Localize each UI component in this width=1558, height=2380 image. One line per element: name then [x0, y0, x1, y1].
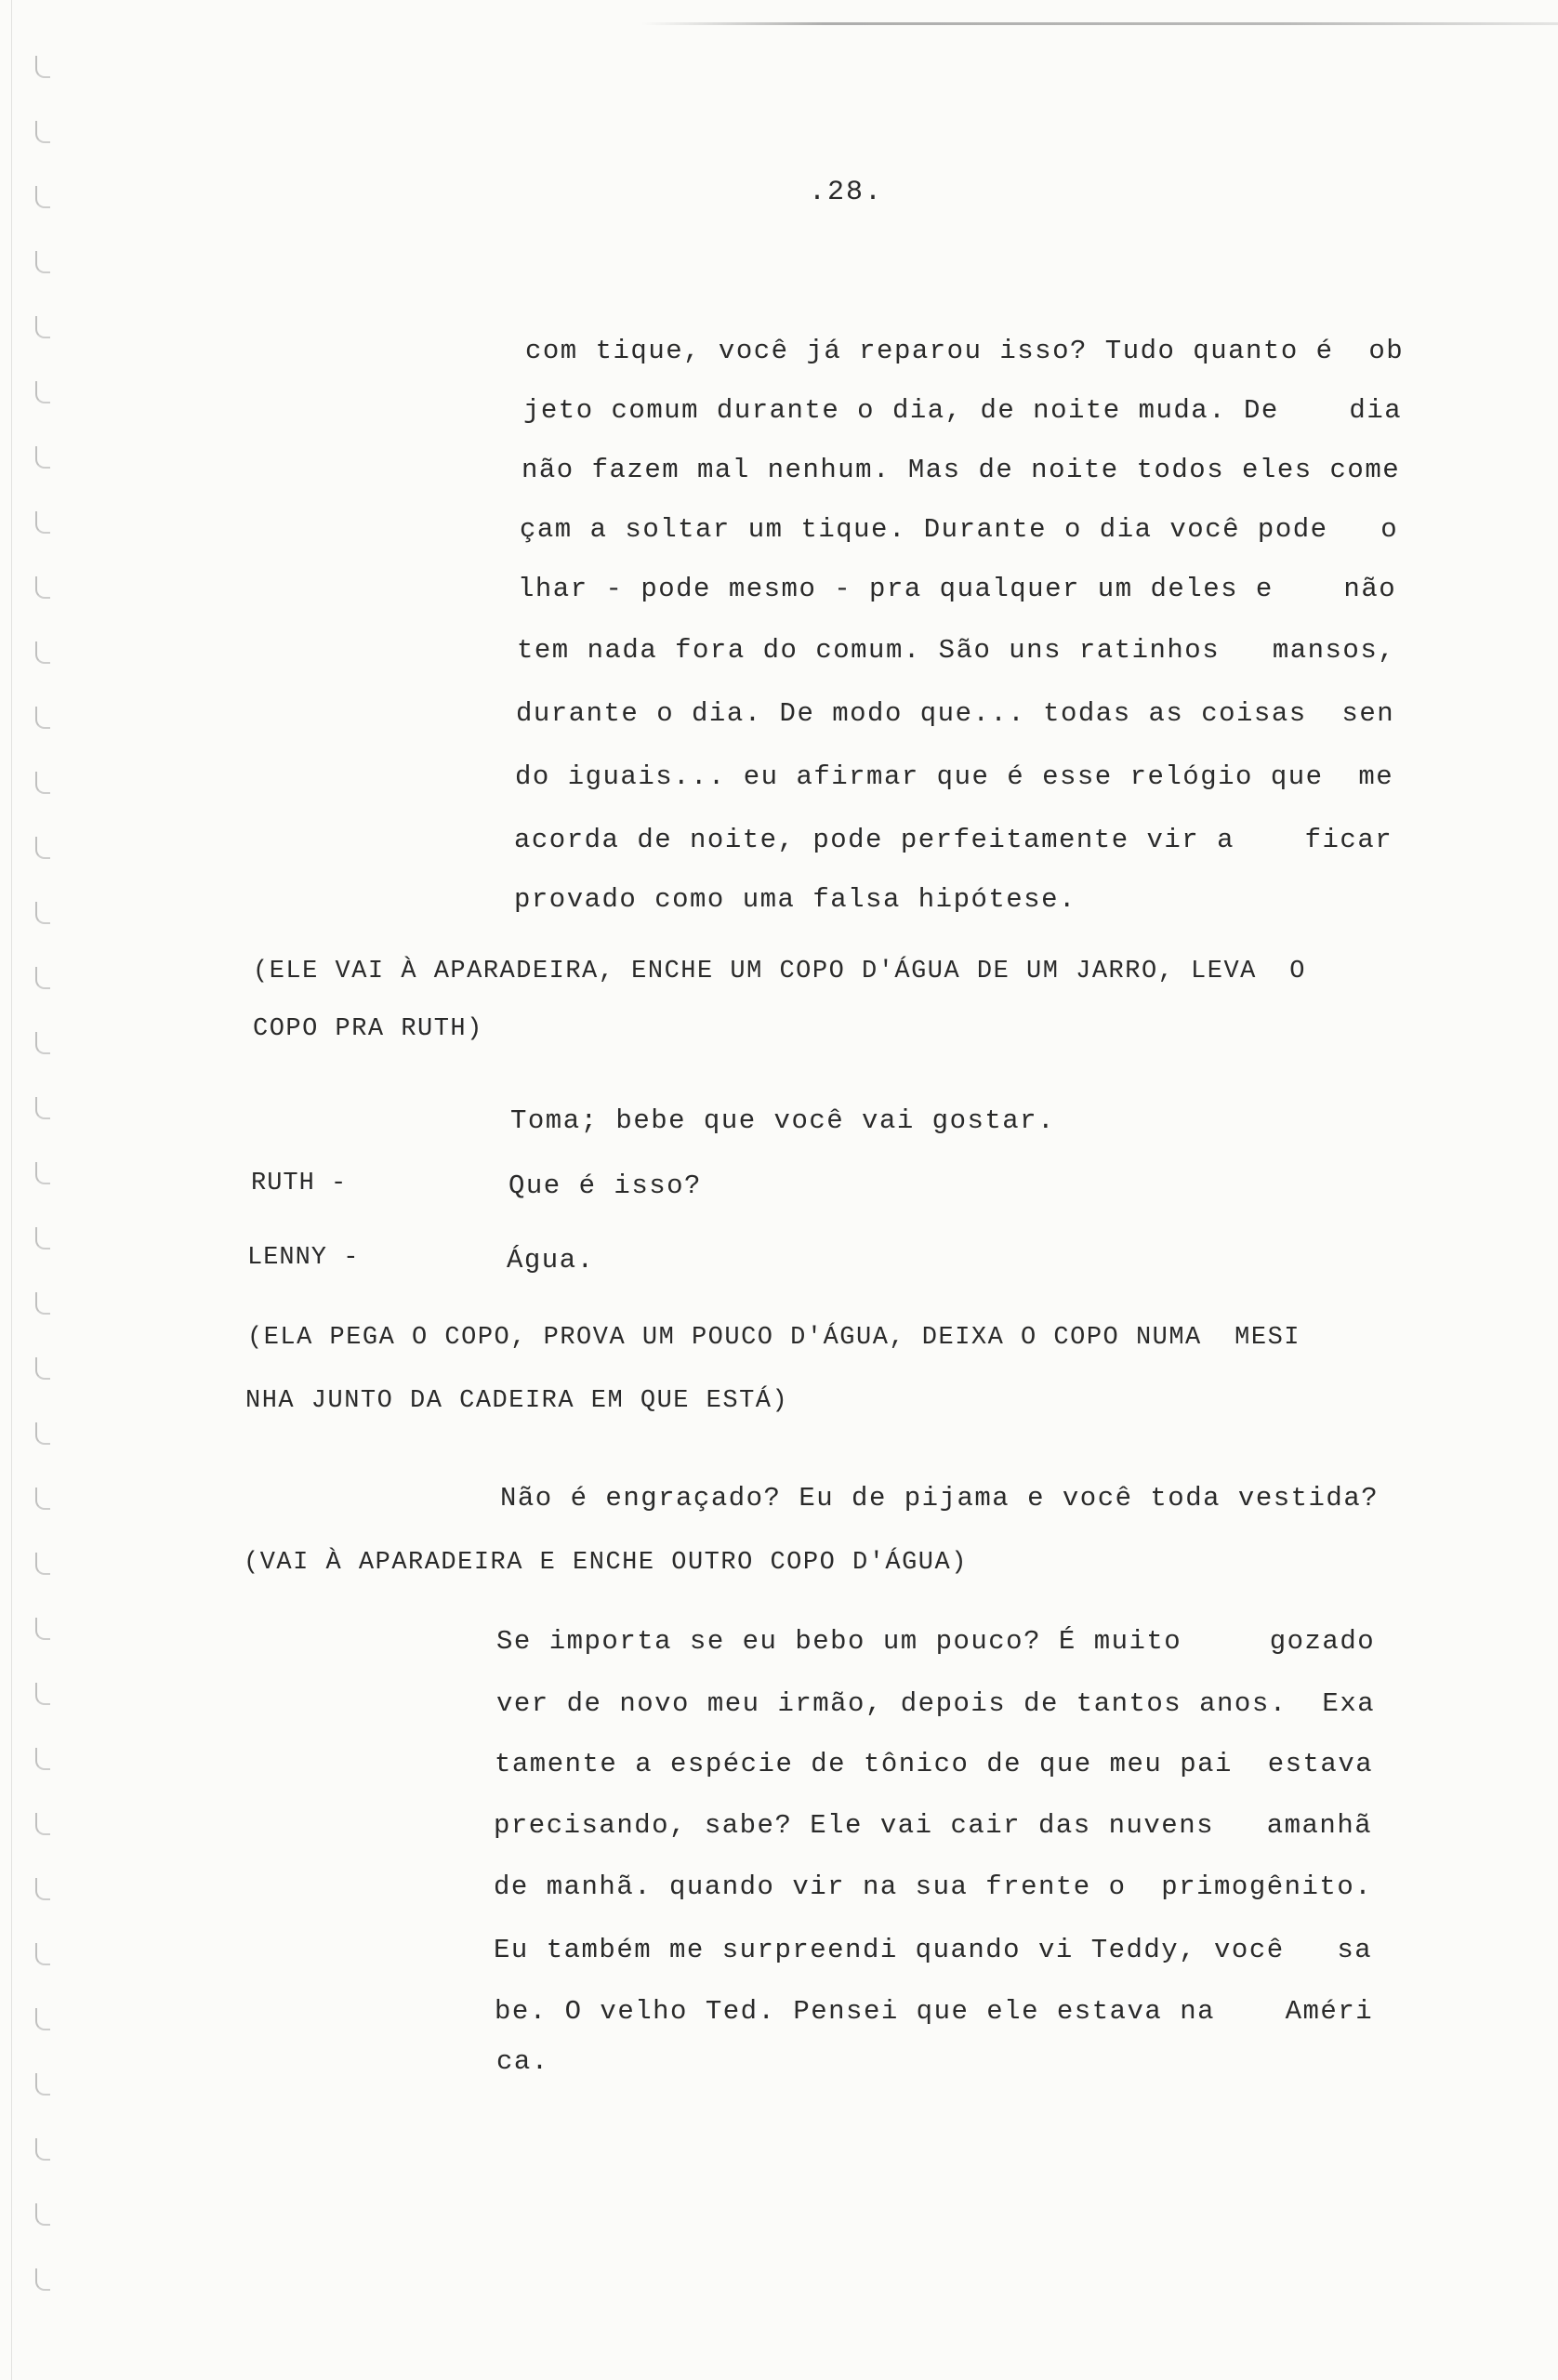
binding-mark	[35, 56, 50, 78]
speech-line: Não é engraçado? Eu de pijama e você toda vestida?	[500, 1483, 1380, 1514]
speech-line: çam a soltar um tique. Durante o dia você pode o	[520, 514, 1399, 545]
binding-mark	[35, 316, 50, 338]
binding-mark	[35, 251, 50, 273]
speech-line: não fazem mal nenhum. Mas de noite todos eles come	[522, 455, 1401, 485]
binding-mark	[35, 2268, 50, 2291]
binding-mark	[35, 641, 50, 664]
binding-mark	[35, 1878, 50, 1900]
speech-line: be. O velho Ted. Pensei que ele estava na Améri	[495, 1996, 1374, 2027]
speech-line: acorda de noite, pode perfeitamente vir a ficar	[514, 825, 1393, 855]
binding-mark	[35, 1292, 50, 1315]
speech-line: do iguais... eu afirmar que é esse relógio que me	[515, 761, 1394, 792]
binding-mark	[35, 1162, 50, 1184]
speaker-name: RUTH -	[251, 1170, 348, 1197]
speech-line: de manhã. quando vir na sua frente o primogênito.	[494, 1871, 1373, 1902]
speech-line: ver de novo meu irmão, depois de tantos anos. Exa	[496, 1688, 1376, 1719]
binding-mark	[35, 837, 50, 859]
page-number: .28.	[809, 177, 884, 208]
binding-mark	[35, 1943, 50, 1965]
speech-line: tem nada fora do comum. São uns ratinhos mansos,	[517, 635, 1396, 666]
binding-mark	[35, 1813, 50, 1835]
binding-mark	[35, 2138, 50, 2161]
speech-line: tamente a espécie de tônico de que meu pai estava	[495, 1749, 1374, 1779]
speech-line: com tique, você já reparou isso? Tudo quanto é ob	[525, 336, 1405, 366]
speech-line: ca.	[496, 2046, 549, 2077]
speech-line: precisando, sabe? Ele vai cair das nuvens amanhã	[494, 1810, 1373, 1841]
binding-mark	[35, 2008, 50, 2030]
binding-mark	[35, 121, 50, 143]
speech-line: durante o dia. De modo que... todas as coisas sen	[516, 698, 1395, 729]
binding-mark	[35, 1553, 50, 1575]
binding-mark	[35, 2073, 50, 2096]
binding-mark	[35, 2203, 50, 2226]
stage-line: COPO PRA RUTH)	[253, 1015, 483, 1043]
speech-line: lhar - pode mesmo - pra qualquer um deles e não	[518, 574, 1397, 604]
speech-line: Eu também me surpreendi quando vi Teddy, você sa	[494, 1935, 1373, 1965]
binding-mark	[35, 1032, 50, 1054]
binding-mark	[35, 1488, 50, 1510]
binding-rule	[11, 0, 12, 2380]
speech-line: Toma; bebe que você vai gostar.	[510, 1105, 1055, 1136]
stage-direction-3: (VAI À APARADEIRA E ENCHE OUTRO COPO D'ÁGUA)	[244, 1549, 968, 1577]
speaker-name: LENNY -	[247, 1244, 360, 1272]
stage-line: (ELA PEGA O COPO, PROVA UM POUCO D'ÁGUA, DEIXA O COPO NUMA MESI	[247, 1324, 1301, 1352]
speech-line: Que é isso?	[508, 1170, 702, 1201]
speech-line: jeto comum durante o dia, de noite muda. De dia	[523, 395, 1403, 426]
binding-mark	[35, 1357, 50, 1380]
speech-line: Se importa se eu bebo um pouco? É muito gozado	[496, 1626, 1376, 1657]
scan-top-edge	[641, 22, 1558, 25]
binding-mark	[35, 1618, 50, 1640]
binding-mark	[35, 902, 50, 924]
binding-mark	[35, 1227, 50, 1250]
binding-mark	[35, 446, 50, 469]
binding-mark	[35, 707, 50, 729]
binding-mark	[35, 772, 50, 794]
speech-line: provado como uma falsa hipótese.	[514, 884, 1076, 915]
stage-line: NHA JUNTO DA CADEIRA EM QUE ESTÁ)	[245, 1387, 789, 1415]
binding-mark	[35, 967, 50, 989]
binding-holes-margin	[0, 0, 65, 2380]
binding-mark	[35, 186, 50, 208]
binding-mark	[35, 1748, 50, 1770]
binding-mark	[35, 381, 50, 403]
speech-line: Água.	[507, 1245, 595, 1276]
binding-mark	[35, 576, 50, 599]
stage-line: (ELE VAI À APARADEIRA, ENCHE UM COPO D'ÁGUA DE UM JARRO, LEVA O	[253, 958, 1306, 985]
binding-mark	[35, 1683, 50, 1705]
binding-mark	[35, 1097, 50, 1119]
binding-mark	[35, 1422, 50, 1445]
binding-mark	[35, 511, 50, 534]
